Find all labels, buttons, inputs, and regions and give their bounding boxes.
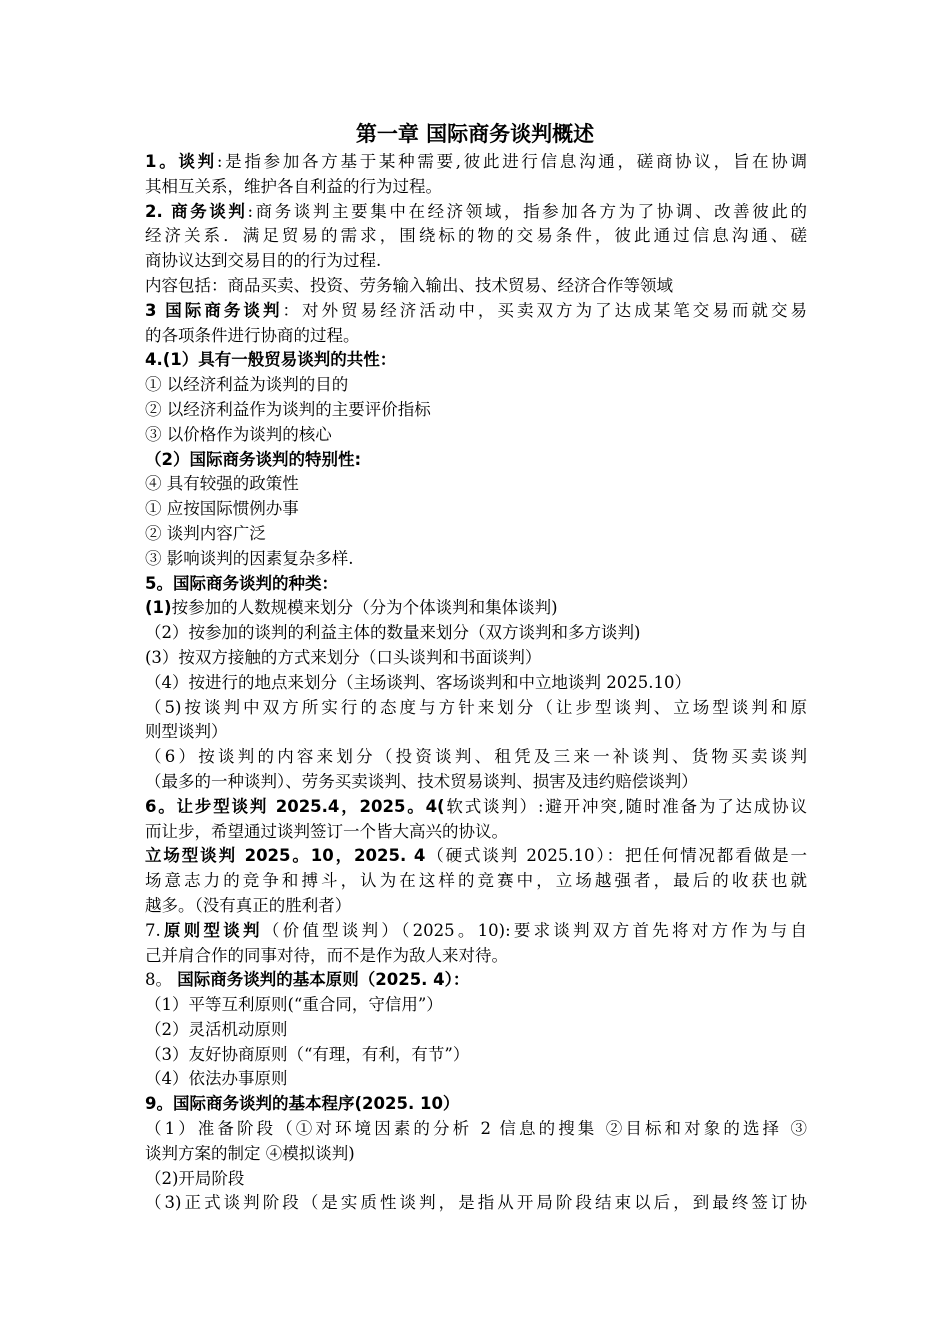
text-line [145, 1067, 807, 1092]
text-line [145, 200, 807, 225]
text-line [145, 869, 807, 894]
text-line [145, 175, 807, 200]
line-text: （1）准备阶段（①对环境因素的分析 2 信息的搜集 ②目标和对象的选择 ③ [145, 1119, 807, 1139]
line-text: 则型谈判） [145, 722, 228, 742]
line-text: (3）按双方接触的方式来划分（口头谈判和书面谈判） [145, 647, 542, 667]
line-text: （6）按谈判的内容来划分（投资谈判、租凭及三来一补谈判、货物买卖谈判 [145, 747, 807, 767]
text-line [145, 993, 807, 1018]
line-text: 按参加的人数规模来划分（分为个体谈判和集体谈判) [171, 598, 558, 618]
line-text: （3）友好协商原则（“有理，有利，有节”） [145, 1044, 470, 1064]
text-line [145, 274, 807, 299]
text-line [145, 944, 807, 969]
text-line [145, 150, 807, 175]
text-line [145, 522, 807, 547]
line-text: :商务谈判主要集中在经济领域，指参加各方为了协调、改善彼此的 [247, 201, 807, 221]
line-text: ③ 以价格作为谈判的核心 [145, 424, 332, 444]
line-text: （2）灵活机动原则 [145, 1019, 288, 1039]
text-line [145, 894, 807, 919]
line-text: :是指参加各方基于某种需要,彼此进行信息沟通，磋商协议，旨在协调 [216, 152, 808, 171]
bold-term: 5。国际商务谈判的种类： [145, 573, 338, 593]
line-text: （2)开局阶段 [145, 1168, 245, 1188]
text-line [145, 844, 807, 869]
text-line [145, 373, 807, 398]
text-line [145, 919, 807, 944]
line-text: 的各项条件进行协商的过程。 [145, 325, 360, 345]
text-line [145, 497, 807, 522]
text-line [145, 398, 807, 423]
text-line [145, 820, 807, 845]
text-line [145, 249, 807, 274]
line-text: ：对外贸易经济活动中，买卖双方为了达成某笔交易而就交易 [282, 300, 807, 320]
line-text: （2）按参加的谈判的利益主体的数量来划分（双方谈判和多方谈判) [145, 623, 641, 643]
line-text: ① 应按国际惯例办事 [145, 499, 299, 519]
text-line [145, 770, 807, 795]
text-line [145, 696, 807, 721]
bold-term: 4.(1）具有一般贸易谈判的共性： [145, 350, 397, 370]
line-text: 而让步，希望通过谈判签订一个皆大高兴的协议。 [145, 821, 508, 841]
line-text: （1）平等互利原则(“重合同，守信用”） [145, 995, 443, 1015]
line-text: 8。 [145, 970, 178, 990]
line-text: （4）按进行的地点来划分（主场谈判、客场谈判和中立地谈判 2025.10） [145, 672, 691, 692]
text-line [145, 224, 807, 249]
bold-term: 3 国际商务谈判 [145, 300, 283, 320]
text-line [145, 1043, 807, 1068]
text-line [145, 324, 807, 349]
line-text: 商协议达到交易目的的行为过程. [145, 251, 382, 271]
text-line [145, 547, 807, 572]
bold-term: 原则型谈判 [160, 920, 263, 940]
text-line [145, 1018, 807, 1043]
line-text: 其相互关系，维护各自利益的行为过程。 [145, 176, 442, 196]
bold-term: 国际商务谈判的基本原则（2025. 4）： [177, 970, 470, 990]
line-text: ④ 具有较强的政策性 [145, 474, 299, 494]
line-text: ① 以经济利益为谈判的目的 [145, 375, 349, 395]
text-line [145, 423, 807, 448]
line-text: 软式谈判）:避开冲突,随时准备为了达成协议 [444, 796, 807, 816]
line-text: ③ 影响谈判的因素复杂多样. [145, 548, 354, 568]
line-text: 经济关系．满足贸易的需求，围绕标的物的交易条件，彼此通过信息沟通、磋 [145, 226, 807, 246]
bold-term: 2. 商务谈判 [145, 201, 248, 221]
text-line [145, 1191, 807, 1216]
bold-term: 立场型谈判 2025。10，2025. 4 [145, 846, 426, 866]
bold-term: 1。谈判 [145, 152, 217, 171]
line-text: 谈判方案的制定 ④模拟谈判) [145, 1143, 355, 1163]
text-line [145, 1142, 807, 1167]
line-text: （5)按谈判中双方所实行的态度与方针来划分（让步型谈判、立场型谈判和原 [145, 697, 807, 717]
line-text: ② 谈判内容广泛 [145, 523, 266, 543]
text-line [145, 1117, 807, 1142]
bold-term: 9。国际商务谈判的基本程序(2025. 10） [145, 1094, 460, 1114]
text-line [145, 720, 807, 745]
line-text: ② 以经济利益作为谈判的主要评价指标 [145, 399, 431, 419]
bold-term: （2）国际商务谈判的特别性: [145, 449, 362, 469]
line-text: （4）依法办事原则 [145, 1069, 288, 1089]
text-line [145, 1167, 807, 1192]
text-line [145, 671, 807, 696]
text-line [145, 1092, 807, 1117]
text-line [145, 596, 807, 621]
text-line [145, 646, 807, 671]
line-text: （3)正式谈判阶段（是实质性谈判，是指从开局阶段结束以后，到最终签订协 [145, 1193, 807, 1213]
text-line [145, 299, 807, 324]
text-line [145, 621, 807, 646]
bold-term: 6。让步型谈判 2025.4，2025。4( [145, 796, 445, 816]
line-text: （硬式谈判 2025.10）：把任何情况都看做是一 [425, 846, 807, 866]
document-body [145, 150, 807, 1216]
line-text: 内容包括：商品买卖、投资、劳务输入输出、技术贸易、经济合作等领域 [145, 275, 673, 295]
line-text: （价值型谈判）（2025。10):要求谈判双方首先将对方作为与自 [262, 920, 808, 940]
chapter-title: 第一章 国际商务谈判概述 [355, 122, 595, 146]
text-line [145, 745, 807, 770]
text-line [145, 348, 807, 373]
bold-term: (1) [145, 598, 172, 618]
text-line [145, 795, 807, 820]
text-line [145, 572, 807, 597]
line-text: 场意志力的竞争和搏斗，认为在这样的竞赛中，立场越强者，最后的收获也就 [145, 871, 807, 891]
text-line [145, 472, 807, 497]
text-line [145, 448, 807, 473]
line-text: 7. [145, 920, 161, 940]
line-text: 己并肩合作的同事对待，而不是作为敌人来对待。 [145, 945, 508, 965]
line-text: （最多的一种谈判）、劳务买卖谈判、技术贸易谈判、损害及违约赔偿谈判） [145, 771, 698, 791]
text-line [145, 968, 807, 993]
line-text: 越多。（没有真正的胜利者） [145, 895, 352, 915]
